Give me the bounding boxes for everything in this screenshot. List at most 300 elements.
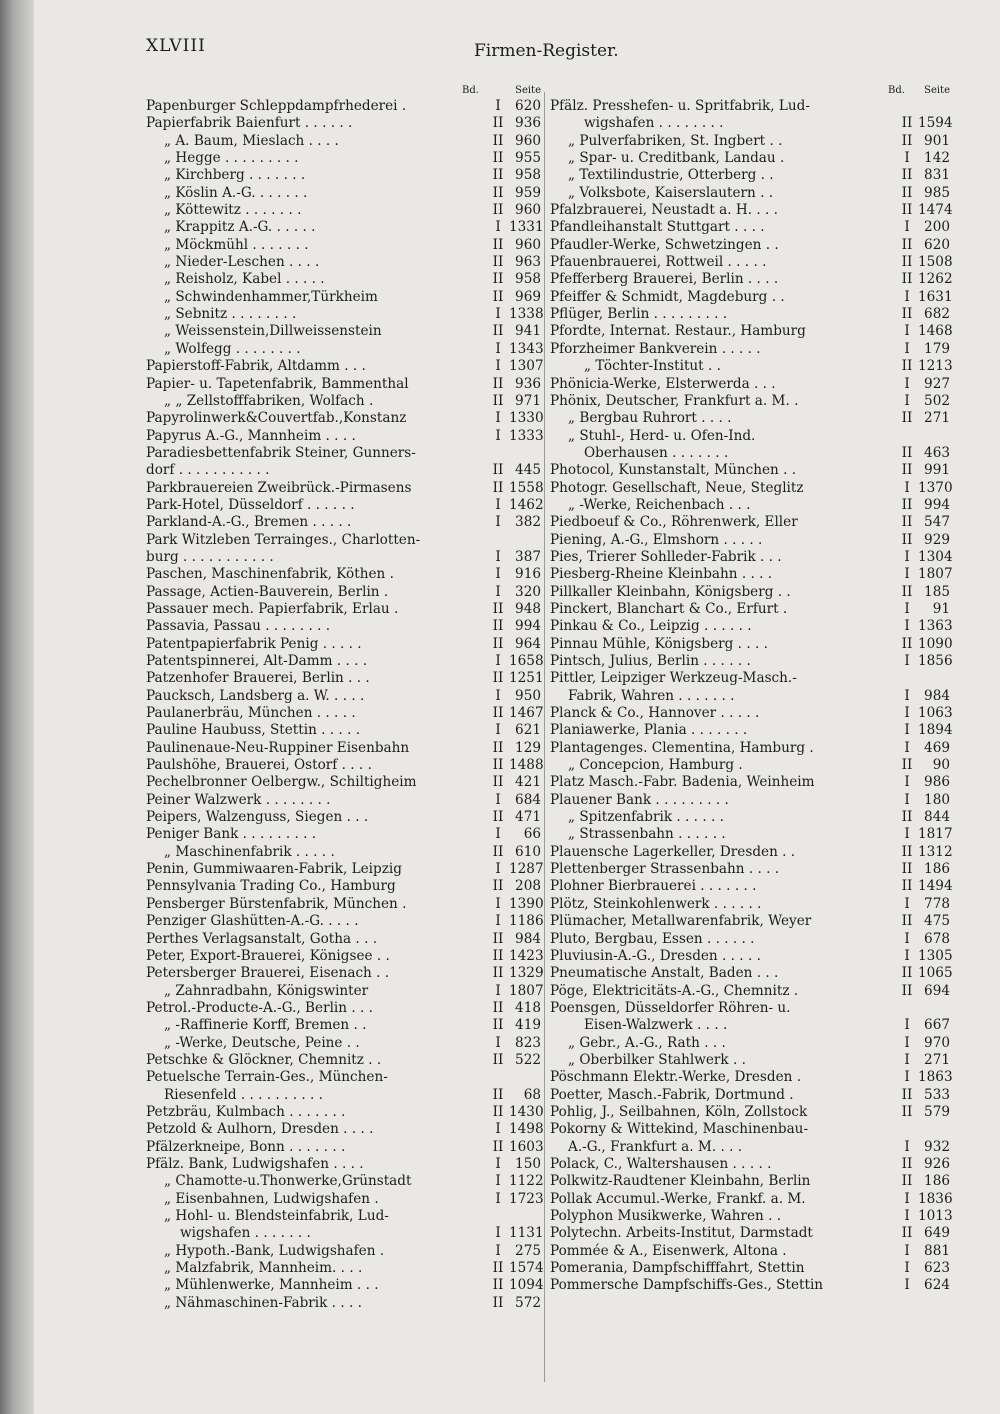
entry-name: Pinkau & Co., Leipzig . . . . . . [550, 618, 752, 635]
entry-page: 142 [924, 150, 950, 167]
entry-page: 271 [924, 410, 950, 427]
entry-volume: I [904, 1190, 910, 1207]
register-entry [550, 1190, 953, 1208]
entry-page: 969 [515, 288, 541, 305]
entry-name: Pomerania, Dampfschifffahrt, Stettin [550, 1260, 805, 1277]
register-entry [550, 774, 950, 791]
register-entry [550, 1260, 950, 1277]
entry-volume: II [901, 132, 913, 149]
entry-volume: I [495, 1121, 501, 1138]
entry-volume: II [492, 1138, 504, 1155]
entry-volume: II [901, 1173, 913, 1190]
register-entry [146, 965, 544, 982]
register-entry [146, 913, 544, 930]
right-column [550, 80, 953, 1295]
left-column [146, 80, 544, 1312]
entry-volume: I [904, 930, 910, 947]
register-entry [550, 445, 950, 462]
entry-page: 418 [515, 999, 541, 1016]
entry-name: „ Spar- u. Creditbank, Landau . [568, 150, 785, 167]
entry-name: Papier- u. Tapetenfabrik, Bammenthal [146, 375, 409, 392]
entry-name: Pflüger, Berlin . . . . . . . . . [550, 306, 728, 323]
entry-name: Pommée & A., Eisenwerk, Altona . [550, 1242, 787, 1259]
entry-name: Pittler, Leipziger Werkzeug-Masch.- [550, 670, 797, 687]
entry-name: „ Hegge . . . . . . . . . [164, 150, 299, 167]
register-entry [550, 947, 953, 965]
entry-volume: II [492, 479, 504, 496]
register-entry [550, 896, 950, 913]
register-entry [146, 445, 541, 462]
entry-page: 970 [924, 1034, 950, 1051]
entry-volume: II [492, 132, 504, 149]
register-entry [146, 826, 541, 843]
entry-name: „ Köslin A.-G. . . . . . . [164, 184, 308, 201]
entry-page: 1836 [918, 1190, 953, 1207]
entry-page: 960 [515, 132, 541, 149]
entry-name: Pensberger Bürstenfabrik, München . [146, 895, 407, 912]
register-entry [550, 757, 950, 774]
register-entry [146, 1156, 541, 1173]
entry-page: 667 [924, 1017, 950, 1034]
book-binding-shadow [0, 0, 34, 1414]
entry-name: „ Sebnitz . . . . . . . . [164, 306, 297, 323]
entry-page: 475 [924, 913, 950, 930]
entry-name: Piesberg-Rheine Kleinbahn . . . . [550, 566, 773, 583]
entry-volume: I [904, 1069, 910, 1086]
entry-volume: II [901, 1086, 913, 1103]
entry-name: Pfordte, Internat. Restaur., Hamburg [550, 323, 806, 340]
page-title: Firmen-Register. [474, 41, 619, 61]
entry-volume: I [495, 861, 501, 878]
entry-volume: II [492, 618, 504, 635]
entry-page: 179 [924, 340, 950, 357]
register-entry [550, 601, 950, 618]
entry-name: Pauline Haubuss, Stettin . . . . . [146, 722, 361, 739]
entry-name: Peter, Export-Brauerei, Königsee . . [146, 947, 390, 964]
entry-name: Penziger Glashütten-A.-G. . . . . [146, 913, 359, 930]
entry-page: 1287 [509, 861, 544, 878]
register-entry [550, 393, 950, 410]
register-entry [146, 895, 544, 913]
entry-name: Riesenfeld . . . . . . . . . . [164, 1086, 323, 1103]
entry-name: dorf . . . . . . . . . . . [146, 462, 270, 479]
entry-volume: I [495, 98, 501, 114]
entry-volume: I [495, 496, 501, 513]
entry-volume: I [495, 1173, 501, 1190]
entry-name: Photocol, Kunstanstalt, München . . [550, 462, 797, 479]
entry-name: Pohlig, J., Seilbahnen, Köln, Zollstock [550, 1103, 808, 1120]
entry-page: 955 [515, 150, 541, 167]
register-entry [146, 618, 541, 635]
entry-name: Pommersche Dampfschiffs-Ges., Stettin [550, 1277, 824, 1294]
register-entry [550, 185, 950, 202]
entry-name: Petuelsche Terrain-Ges., München- [146, 1069, 388, 1086]
entry-page: 1013 [918, 1208, 953, 1224]
entry-name: Peiner Walzwerk . . . . . . . . [146, 791, 331, 808]
entry-volume: I [495, 566, 501, 583]
entry-volume: II [901, 1225, 913, 1242]
register-entry [550, 722, 953, 739]
entry-page: 948 [515, 600, 541, 617]
entry-name: Petschke & Glöckner, Chemnitz . . [146, 1051, 382, 1068]
entry-volume: II [492, 167, 504, 184]
register-entry [550, 965, 953, 982]
entry-page: 1807 [509, 982, 544, 999]
entry-name: Pintsch, Julius, Berlin . . . . . . [550, 653, 751, 669]
register-entry [550, 1052, 950, 1069]
register-entry [146, 358, 544, 375]
entry-page: 463 [924, 444, 950, 461]
register-entry [550, 1017, 950, 1034]
entry-volume: II [492, 375, 504, 392]
register-entry [550, 462, 950, 479]
entry-volume: I [904, 687, 910, 704]
register-entry [550, 1000, 950, 1017]
entry-page: 1508 [918, 254, 953, 271]
left-column-header [146, 80, 541, 98]
entry-name: „ Mühlenwerke, Mannheim . . . [164, 1277, 379, 1294]
entry-volume: I [495, 1034, 501, 1051]
entry-volume: II [492, 774, 504, 791]
entry-page: 387 [515, 548, 541, 565]
entry-volume: II [901, 583, 913, 600]
register-entry [146, 1190, 544, 1208]
register-entry [146, 1121, 544, 1138]
entry-page: 694 [924, 982, 950, 999]
entry-name: Plauensche Lagerkeller, Dresden . . [550, 843, 796, 860]
entry-volume: I [904, 1017, 910, 1034]
register-entry [550, 271, 953, 288]
entry-page: 1122 [509, 1173, 544, 1190]
entry-volume: I [904, 219, 910, 236]
register-entry [146, 167, 541, 184]
entry-name: Pneumatische Anstalt, Baden . . . [550, 965, 779, 982]
entry-volume: I [495, 1225, 501, 1242]
entry-name: Platz Masch.-Fabr. Badenia, Weinheim [550, 774, 815, 791]
entry-page: 1462 [509, 496, 544, 513]
entry-name: wigshafen . . . . . . . . [584, 115, 724, 132]
entry-volume: II [901, 167, 913, 184]
entry-volume: II [901, 202, 913, 219]
register-entry [550, 931, 950, 948]
register-entry [550, 688, 950, 705]
entry-name: Paschen, Maschinenfabrik, Köthen . [146, 566, 394, 583]
entry-name: Paulinenaue-Neu-Ruppiner Eisenbahn [146, 739, 410, 756]
entry-page: 1363 [918, 618, 953, 635]
entry-volume: I [904, 826, 910, 843]
entry-page: 959 [515, 184, 541, 201]
entry-page: 623 [924, 1260, 950, 1277]
register-entry [550, 1243, 950, 1260]
entry-name: Petrol.-Producte-A.-G., Berlin . . . [146, 999, 373, 1016]
entry-page: 1558 [509, 479, 544, 496]
entry-page: 1423 [509, 947, 544, 964]
register-entry [146, 133, 541, 150]
register-entry [550, 809, 950, 826]
entry-name: Pforzheimer Bankverein . . . . . [550, 340, 761, 357]
entry-volume: II [492, 254, 504, 271]
entry-volume: II [492, 1051, 504, 1068]
entry-name: Planiawerke, Plania . . . . . . . [550, 722, 748, 739]
entry-volume: II [901, 913, 913, 930]
entry-volume: I [904, 1208, 910, 1224]
entry-name: Pechelbronner Oelbergw., Schiltigheim [146, 774, 417, 791]
entry-page: 186 [924, 861, 950, 878]
entry-name: burg . . . . . . . . . . . [146, 548, 274, 565]
entry-page: 926 [924, 1155, 950, 1172]
entry-page: 579 [924, 1103, 950, 1120]
entry-volume: II [492, 843, 504, 860]
register-entry [146, 289, 541, 306]
register-entry [550, 983, 950, 1000]
register-entry [550, 843, 953, 861]
entry-volume: I [495, 548, 501, 565]
entry-page: 180 [924, 791, 950, 808]
entry-page: 1594 [918, 115, 953, 132]
entry-page: 971 [515, 392, 541, 409]
entry-page: 1090 [918, 635, 953, 652]
register-entry [550, 913, 950, 930]
entry-name: Pfälz. Presshefen- u. Spritfabrik, Lud- [550, 98, 810, 114]
entry-volume: I [904, 479, 910, 496]
entry-name: „ Weissenstein,Dillweissenstein [164, 323, 382, 340]
register-entry [146, 688, 541, 705]
entry-page: 927 [924, 375, 950, 392]
entry-name: „ -Werke, Deutsche, Peine . . [164, 1034, 360, 1051]
entry-volume: I [904, 323, 910, 340]
page-folio: XLVIII [146, 36, 206, 56]
register-entry [550, 479, 953, 497]
register-entry [146, 1000, 541, 1017]
entry-page: 1063 [918, 705, 953, 722]
register-entry [550, 288, 953, 306]
entry-page: 469 [924, 739, 950, 756]
entry-name: Pluviusin-A.-G., Dresden . . . . . [550, 947, 761, 964]
entry-name: Pfalzbrauerei, Neustadt a. H. . . . [550, 202, 779, 219]
register-entry [146, 584, 541, 601]
register-entry [550, 237, 950, 254]
entry-name: Pöge, Elektricitäts-A.-G., Chemnitz . [550, 982, 799, 999]
register-entry [550, 826, 953, 843]
entry-volume: I [904, 1051, 910, 1068]
register-entry [550, 548, 953, 566]
register-entry [550, 410, 950, 427]
register-entry [550, 861, 950, 878]
entry-name: Passage, Actien-Bauverein, Berlin . [146, 583, 389, 600]
entry-name: Photogr. Gesellschaft, Neue, Steglitz [550, 479, 804, 496]
entry-page: 1343 [509, 340, 544, 357]
register-entry [550, 497, 950, 514]
entry-volume: I [495, 982, 501, 999]
entry-page: 1186 [509, 913, 544, 930]
entry-volume: I [495, 653, 501, 669]
register-entry [550, 705, 953, 722]
entry-page: 844 [924, 809, 950, 826]
register-entry [146, 566, 541, 583]
entry-name: Patzenhofer Brauerei, Berlin . . . [146, 670, 370, 687]
entry-page: 547 [924, 514, 950, 531]
entry-volume: I [904, 150, 910, 167]
entry-volume: I [904, 653, 910, 669]
page-header: Seite [924, 85, 950, 96]
entry-name: Peniger Bank . . . . . . . . . [146, 826, 317, 843]
entry-page: 1329 [509, 965, 544, 982]
entry-name: „ „ Zellstofffabriken, Wolfach . [164, 392, 374, 409]
entry-volume: II [492, 288, 504, 305]
entry-volume: I [904, 895, 910, 912]
entry-name: Plötz, Steinkohlenwerk . . . . . . [550, 895, 762, 912]
register-entry [146, 254, 541, 271]
register-entry [146, 323, 541, 340]
entry-name: „ Malzfabrik, Mannheim. . . . [164, 1260, 363, 1277]
entry-name: Park Witzleben Terrainges., Charlotten- [146, 531, 421, 548]
right-column-header [550, 80, 950, 98]
entry-page: 91 [932, 600, 950, 617]
register-entry [550, 254, 953, 271]
entry-volume: II [492, 462, 504, 479]
entry-volume: I [904, 288, 910, 305]
register-entry [146, 1087, 541, 1104]
entry-name: Paulshöhe, Brauerei, Ostorf . . . . [146, 757, 372, 774]
entry-page: 1094 [509, 1277, 544, 1294]
register-entry [146, 427, 544, 445]
entry-name: Paulanerbräu, München . . . . . [146, 705, 356, 722]
entry-volume: II [492, 757, 504, 774]
entry-page: 941 [515, 323, 541, 340]
entry-volume: I [904, 739, 910, 756]
register-entry [146, 462, 541, 479]
entry-volume: I [495, 1155, 501, 1172]
entry-name: Pinckert, Blanchart & Co., Erfurt . [550, 600, 788, 617]
entry-page: 66 [523, 826, 541, 843]
entry-name: „ A. Baum, Mieslach . . . . [164, 132, 339, 149]
register-entry [550, 133, 950, 150]
entry-name: wigshafen . . . . . . . [180, 1225, 311, 1242]
register-entry [550, 1069, 953, 1086]
entry-name: „ Oberbilker Stahlwerk . . [568, 1051, 746, 1068]
entry-name: Phönix, Deutscher, Frankfurt a. M. . [550, 392, 799, 409]
entry-volume: II [901, 358, 913, 375]
entry-page: 1603 [509, 1138, 544, 1155]
entry-name: Papierstoff-Fabrik, Altdamm . . . [146, 358, 366, 375]
entry-name: Peipers, Walzenguss, Siegen . . . [146, 809, 369, 826]
entry-page: 1131 [509, 1225, 544, 1242]
register-entry [550, 358, 953, 375]
entry-page: 1856 [918, 653, 953, 669]
register-entry [550, 635, 953, 653]
entry-name: Oberhausen . . . . . . . [584, 444, 729, 461]
register-entry [550, 1156, 950, 1173]
entry-name: „ Hypoth.-Bank, Ludwigshafen . [164, 1242, 385, 1259]
entry-page: 936 [515, 375, 541, 392]
register-entry [146, 376, 541, 393]
entry-page: 778 [924, 895, 950, 912]
entry-volume: II [901, 531, 913, 548]
register-entry [146, 601, 541, 618]
entry-volume: I [904, 1034, 910, 1051]
entry-page: 1430 [509, 1103, 544, 1120]
entry-volume: II [901, 878, 913, 895]
entry-name: „ Gebr., A.-G., Rath . . . [568, 1034, 726, 1051]
entry-volume: II [492, 878, 504, 895]
entry-volume: II [901, 115, 913, 132]
entry-name: „ -Raffinerie Korff, Bremen . . [164, 1017, 367, 1034]
entry-volume: II [492, 635, 504, 652]
entry-volume: II [901, 1103, 913, 1120]
entry-name: Fabrik, Wahren . . . . . . . [568, 687, 735, 704]
entry-page: 1338 [509, 306, 544, 323]
entry-name: „ Concepcion, Hamburg . [568, 757, 743, 774]
entry-volume: II [492, 1086, 504, 1103]
entry-page: 185 [924, 583, 950, 600]
entry-page: 200 [924, 219, 950, 236]
register-entry [146, 1260, 544, 1277]
right-entry-list [550, 98, 953, 1295]
entry-name: Poetter, Masch.-Fabrik, Dortmund . [550, 1086, 794, 1103]
entry-page: 682 [924, 306, 950, 323]
entry-page: 1262 [918, 271, 953, 288]
entry-name: Paucksch, Landsberg a. W. . . . . [146, 687, 365, 704]
entry-name: Papyrus A.-G., Mannheim . . . . [146, 427, 356, 444]
register-entry [146, 722, 541, 739]
register-entry [550, 306, 950, 323]
register-entry [550, 1035, 950, 1052]
entry-volume: II [492, 115, 504, 132]
register-entry [146, 982, 544, 1000]
register-entry [146, 237, 541, 254]
entry-volume: I [904, 722, 910, 739]
entry-name: „ Schwindenhammer,Türkheim [164, 288, 378, 305]
register-entry [550, 167, 950, 184]
register-entry [550, 740, 950, 757]
entry-volume: II [492, 947, 504, 964]
register-entry [146, 1277, 544, 1294]
entry-page: 964 [515, 635, 541, 652]
register-entry [146, 115, 541, 132]
entry-name: Plohner Bierbrauerei . . . . . . . [550, 878, 757, 895]
entry-page: 1065 [918, 965, 953, 982]
entry-volume: II [901, 809, 913, 826]
entry-name: Pinnau Mühle, Königsberg . . . . [550, 635, 768, 652]
entry-volume: II [901, 514, 913, 531]
entry-volume: II [492, 705, 504, 722]
entry-volume: I [904, 340, 910, 357]
entry-volume: II [901, 861, 913, 878]
entry-page: 831 [924, 167, 950, 184]
entry-page: 823 [515, 1034, 541, 1051]
entry-name: Penin, Gummiwaaren-Fabrik, Leipzig [146, 861, 402, 878]
register-entry [550, 618, 953, 635]
entry-name: Planck & Co., Hannover . . . . . [550, 705, 760, 722]
entry-name: Passauer mech. Papierfabrik, Erlau . [146, 600, 399, 617]
entry-volume: I [904, 1277, 910, 1294]
register-entry [146, 1295, 541, 1312]
entry-name: Pfeiffer & Schmidt, Magdeburg . . [550, 288, 785, 305]
entry-volume: II [492, 202, 504, 219]
entry-page: 684 [515, 791, 541, 808]
register-entry [550, 376, 950, 393]
entry-page: 932 [924, 1138, 950, 1155]
entry-page: 445 [515, 462, 541, 479]
entry-page: 1817 [918, 826, 953, 843]
entry-page: 502 [924, 392, 950, 409]
register-entry [146, 150, 541, 167]
register-entry [146, 740, 541, 757]
entry-volume: I [495, 427, 501, 444]
register-entry [146, 1173, 544, 1190]
register-entry [146, 774, 541, 791]
column-divider [544, 92, 545, 1382]
